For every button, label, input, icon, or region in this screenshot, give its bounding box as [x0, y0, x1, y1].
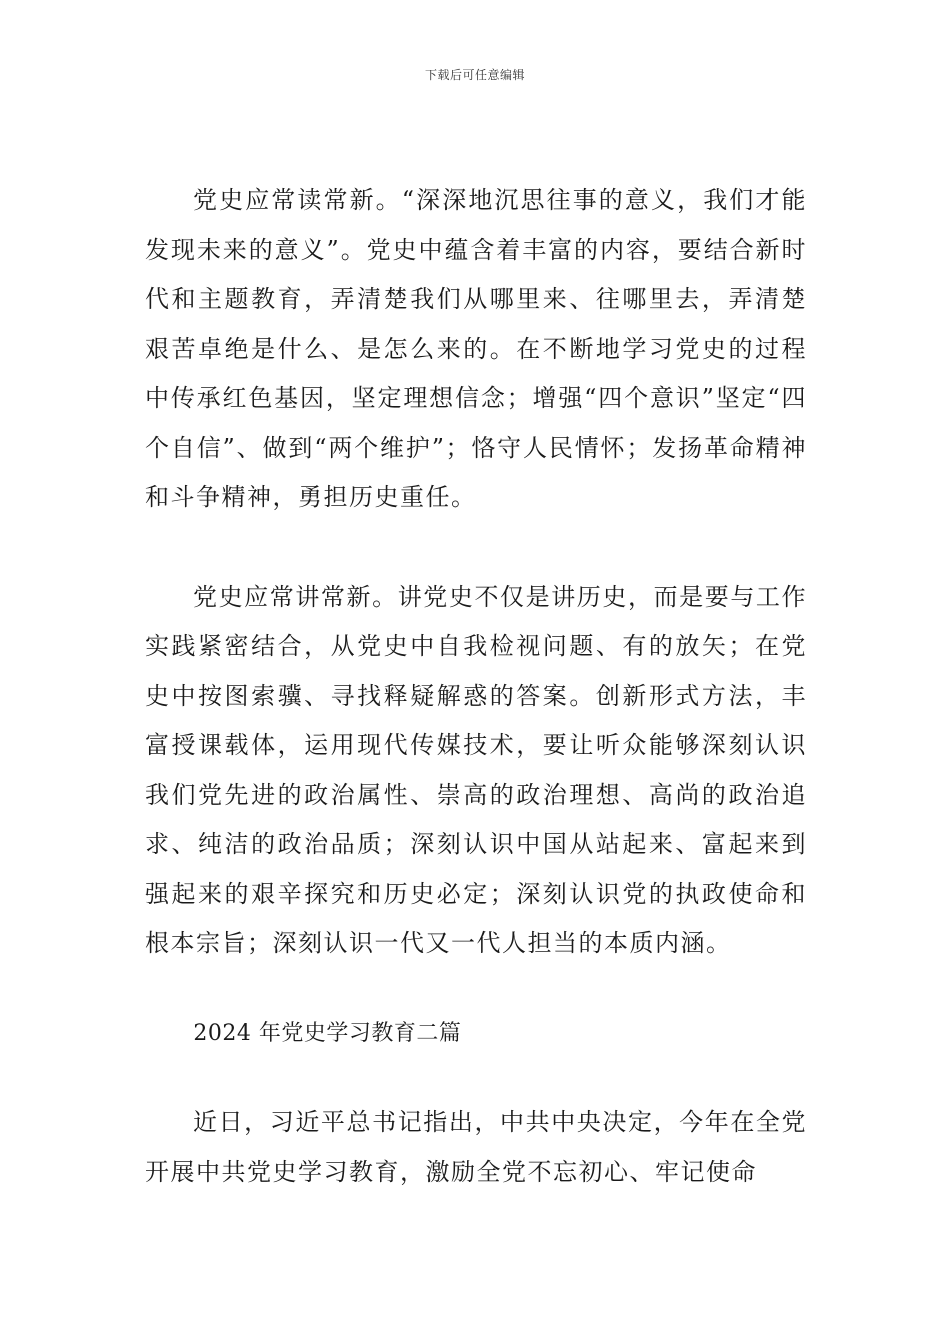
- paragraph-spacer: [145, 1058, 807, 1098]
- section-heading: 2024 年党史学习教育二篇: [193, 1020, 462, 1046]
- paragraph-spacer: [145, 523, 807, 573]
- document-body: [145, 176, 807, 1197]
- paragraph-recent-announcement: 近日，习近平总书记指出，中共中央决定，今年在全党开展中共党史学习教育，激励全党不忘初心、牢记使命: [145, 1108, 807, 1186]
- paragraph-spacer: [145, 969, 807, 1009]
- paragraph-read-party-history: 党史应常读常新。“深深地沉思往事的意义，我们才能发现未来的意义”。党史中蕴含着丰富的内容，要结合新时代和主题教育，弄清楚我们从哪里来、往哪里去，弄清楚艰苦卓绝是什么、是怎么来的。在不断地学习党史的过程中传承红色基因，坚定理想信念；增强“四个意识”坚定“四个自信”、做到“两个维护”；恪守人民情怀；发扬革命精神和斗争精神，勇担历史重任。: [145, 186, 807, 511]
- paragraph-teach-party-history: 党史应常讲常新。讲党史不仅是讲历史，而是要与工作实践紧密结合，从党史中自我检视问题、有的放矢；在党史中按图索骥、寻找释疑解惑的答案。创新形式方法，丰富授课载体，运用现代传媒技术，要让听众能够深刻认识我们党先进的政治属性、崇高的政治理想、高尚的政治追求、纯洁的政治品质；深刻认识中国从站起来、富起来到强起来的艰辛探究和历史必定；深刻认识党的执政使命和根本宗旨；深刻认识一代又一代人担当的本质内涵。: [145, 582, 807, 957]
- page-header: 下载后可任意编辑: [424, 68, 525, 82]
